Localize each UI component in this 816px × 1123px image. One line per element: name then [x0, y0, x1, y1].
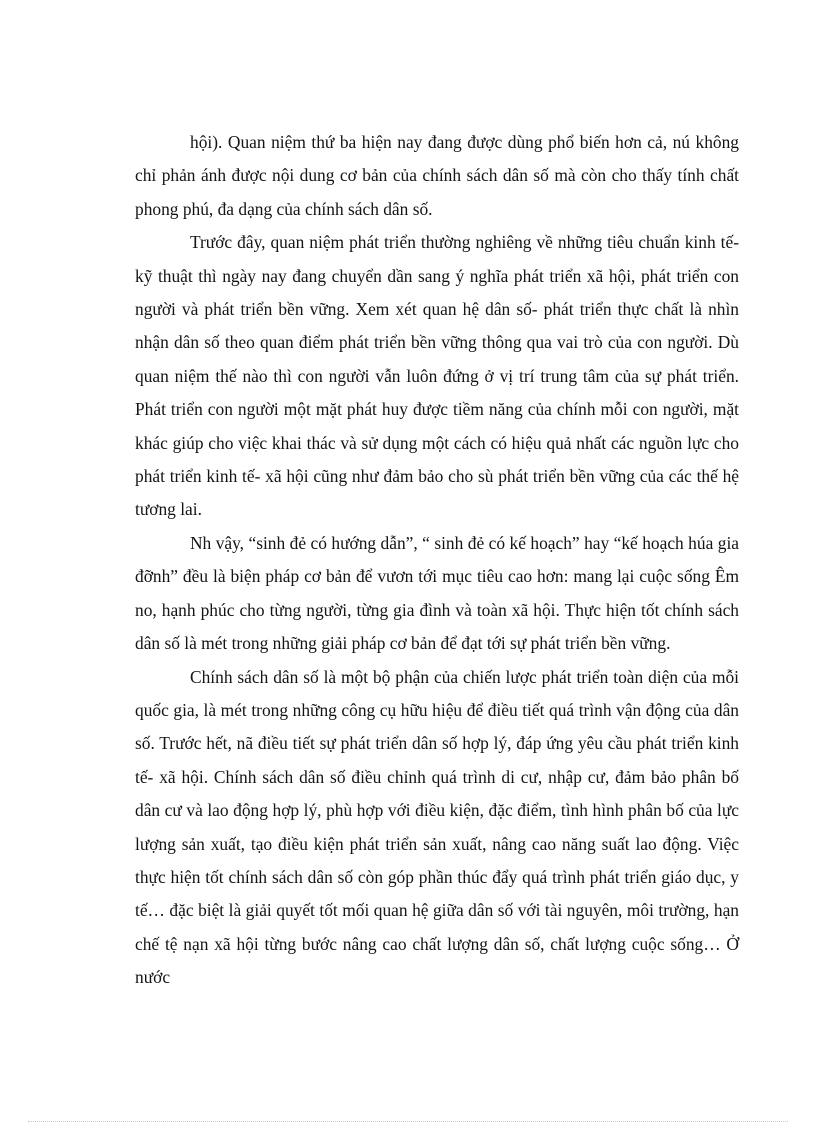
page-bottom-divider — [28, 1121, 788, 1122]
paragraph-4: Chính sách dân số là một bộ phận của chiến lược phát triển toàn diện của mỗi quốc gia, là mét trong những công cụ hữu hiệu để điều tiết quá trình vận động của dân số. Trước hết, nã điều tiết sự phát triển dân số hợp lý, đáp ứng yêu cầu phát triển kinh tế- xã hội. Chính sách dân số điều chỉnh quá trình di cư, nhập cư, đảm bảo phân bố dân cư và lao động hợp lý, phù hợp với điều kiện, đặc điểm, tình hình phân bố của lực lượng sản xuất, tạo điều kiện phát triển sản xuất, nâng cao năng suất lao động. Việc thực hiện tốt chính sách dân số còn góp phần thúc đẩy quá trình phát triển giáo dục, y tế… đặc biệt là giải quyết tốt mối quan hệ giữa dân số với tài nguyên, môi trường, hạn chế tệ nạn xã hội từng bước nâng cao chất lượng dân số, chất lượng cuộc sống… Ở nước — [135, 666, 739, 988]
paragraph-3: Nh vậy, “sinh đẻ có hướng dẫn”, “ sinh đẻ có kế hoạch” hay “kế hoạch húa gia đỡnh” đều là biện pháp cơ bản để vươn tới mục tiêu cao hơn: mang lại cuộc sống Êm no, hạnh phúc cho từng người, từng gia đình và toàn xã hội. Thực hiện tốt chính sách dân số là mét trong những giải pháp cơ bản để đạt tới sự phát triển bền vững. — [135, 532, 739, 654]
paragraph-1: hội). Quan niệm thứ ba hiện nay đang được dùng phổ biến hơn cả, nú không chỉ phản ánh được nội dung cơ bản của chính sách dân số mà còn cho thấy tính chất phong phú, đa dạng của chính sách dân số. — [135, 132, 739, 219]
paragraph-2: Trước đây, quan niệm phát triển thường nghiêng về những tiêu chuẩn kinh tế- kỹ thuật thì ngày nay đang chuyển dần sang ý nghĩa phát triển xã hội, phát triển con người và phát triển bền vững. Xem xét quan hệ dân số- phát triển thực chất là nhìn nhận dân số theo quan điểm phát triển bền vững thông qua vai trò của con người. Dù quan niệm thế nào thì con người vẫn luôn đứng ở vị trí trung tâm của sự phát triển. Phát triển con người một mặt phát huy được tiềm năng của chính mỗi con người, mặt khác giúp cho việc khai thác và sử dụng một cách có hiệu quả nhất các nguồn lực cho phát triển kinh tế- xã hội cũng như đảm bảo cho sù phát triển bền vững của các thế hệ tương lai. — [135, 232, 739, 520]
body-text — [135, 126, 739, 995]
